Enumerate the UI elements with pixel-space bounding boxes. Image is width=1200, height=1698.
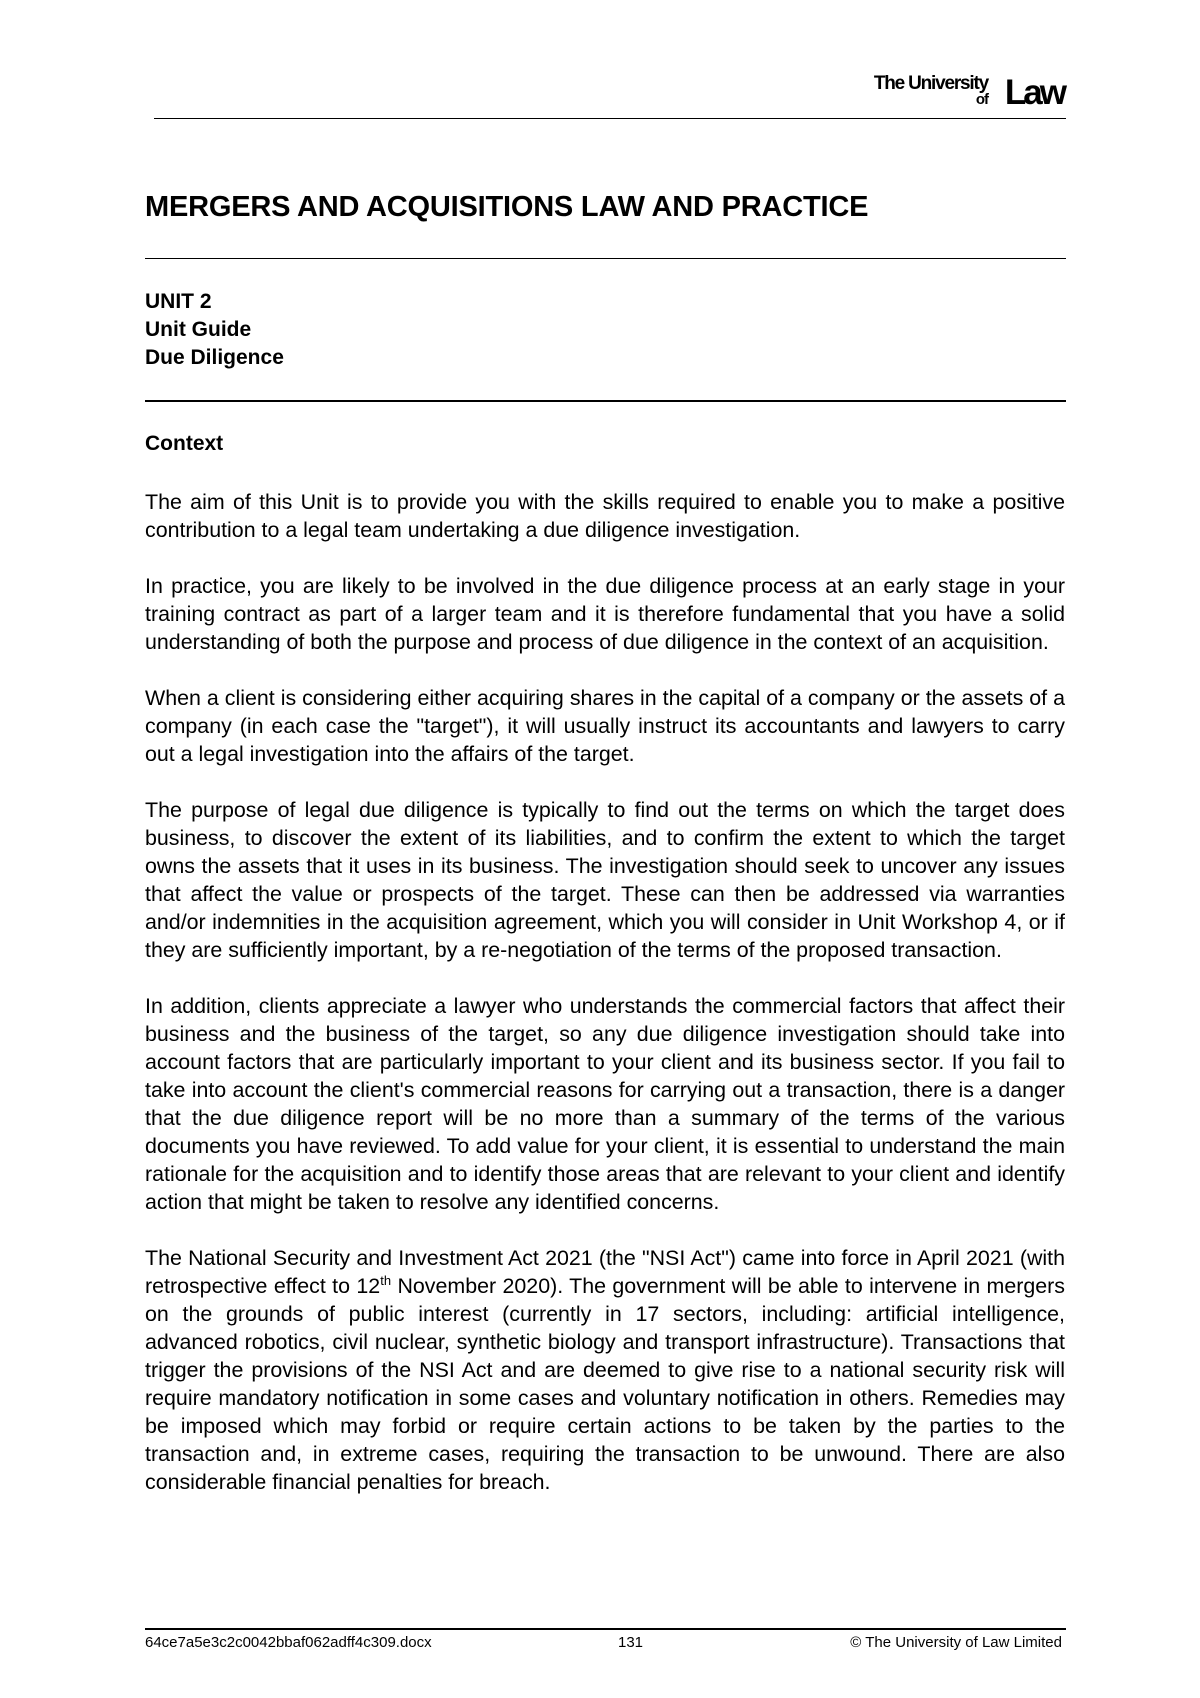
paragraph: The aim of this Unit is to provide you with the skills required to enable you to make a positive contribution to a legal team undertaking a due diligence investigation.	[145, 490, 1065, 542]
unit-number: UNIT 2	[145, 290, 212, 313]
body-text	[145, 488, 1065, 1524]
paragraph: In practice, you are likely to be involved in the due diligence process at an early stage in your training contract as part of a larger team and it is therefore fundamental that you have a solid understanding of both the purpose and process of due diligence in the context of an acquisition.	[145, 574, 1065, 654]
nsi-paragraph	[145, 1244, 1065, 1496]
paragraph: The purpose of legal due diligence is typically to find out the terms on which the target does business, to discover the extent of its liabilities, and to confirm the extent to which the target owns the assets that it uses in its business. The investigation should seek to uncover any issues that affect the value or prospects of the target. These can then be addressed via warranties and/or indemnities in the acquisition agreement, which you will consider in Unit Workshop 4, or if they are sufficiently important, by a re-negotiation of the terms of the proposed transaction.	[145, 798, 1065, 962]
unit-guide-label: Unit Guide	[145, 318, 252, 341]
footer-page-number: 131	[618, 1634, 644, 1651]
footer-filename: 64ce7a5e3c2c0042bbaf062adff4c309.docx	[145, 1634, 432, 1651]
footer-copyright: © The University of Law Limited	[850, 1634, 1062, 1651]
document-title: MERGERS AND ACQUISITIONS LAW AND PRACTICE	[145, 191, 869, 223]
university-logo	[854, 69, 1064, 112]
ordinal-superscript: th	[380, 1272, 392, 1288]
nsi-text-start: The National Security and Investment Act 2021 (the "NSI Act") came into force in April 2021 (with retrospective effect to 12	[145, 1246, 1065, 1298]
nsi-text-end: November 2020). The government will be able to intervene in mergers on the grounds of public interest (currently in 17 sectors, including: artificial intelligence, advanced robotics, civil nuclear, synthetic biology and transport infrastructure). Transactions that trigger the provisions of the NSI Act and are deemed to give rise to a national security risk will require mandatory notification in some cases and voluntary notification in others. Remedies may be imposed which may forbid or require certain actions to be taken by the parties to the transaction and, in extreme cases, requiring the transaction to be unwound. There are also considerable financial penalties for breach.	[145, 1274, 1065, 1494]
section-heading: Context	[145, 432, 224, 455]
page-header	[154, 60, 1066, 119]
logo-text-line1: The University	[873, 73, 988, 94]
unit-divider	[145, 400, 1066, 402]
title-divider	[145, 258, 1066, 259]
logo-text-line3: Law	[1004, 73, 1064, 112]
unit-topic: Due Diligence	[145, 346, 284, 369]
logo-text-line2: of	[975, 91, 988, 108]
unit-info	[145, 288, 284, 372]
paragraph: In addition, clients appreciate a lawyer who understands the commercial factors that affect their business and the business of the target, so any due diligence investigation should take into account factors that are particularly important to your client and its business sector. If you fail to take into account the client's commercial reasons for carrying out a transaction, there is a danger that the due diligence report will be no more than a summary of the terms of the various documents you have reviewed. To add value for your client, it is essential to understand the main rationale for the acquisition and to identify those areas that are relevant to your client and identify action that might be taken to resolve any identified concerns.	[145, 994, 1065, 1214]
page-footer	[145, 1628, 1066, 1658]
paragraph: When a client is considering either acquiring shares in the capital of a company or the assets of a company (in each case the "target"), it will usually instruct its accountants and lawyers to carry out a legal investigation into the affairs of the target.	[145, 686, 1065, 766]
